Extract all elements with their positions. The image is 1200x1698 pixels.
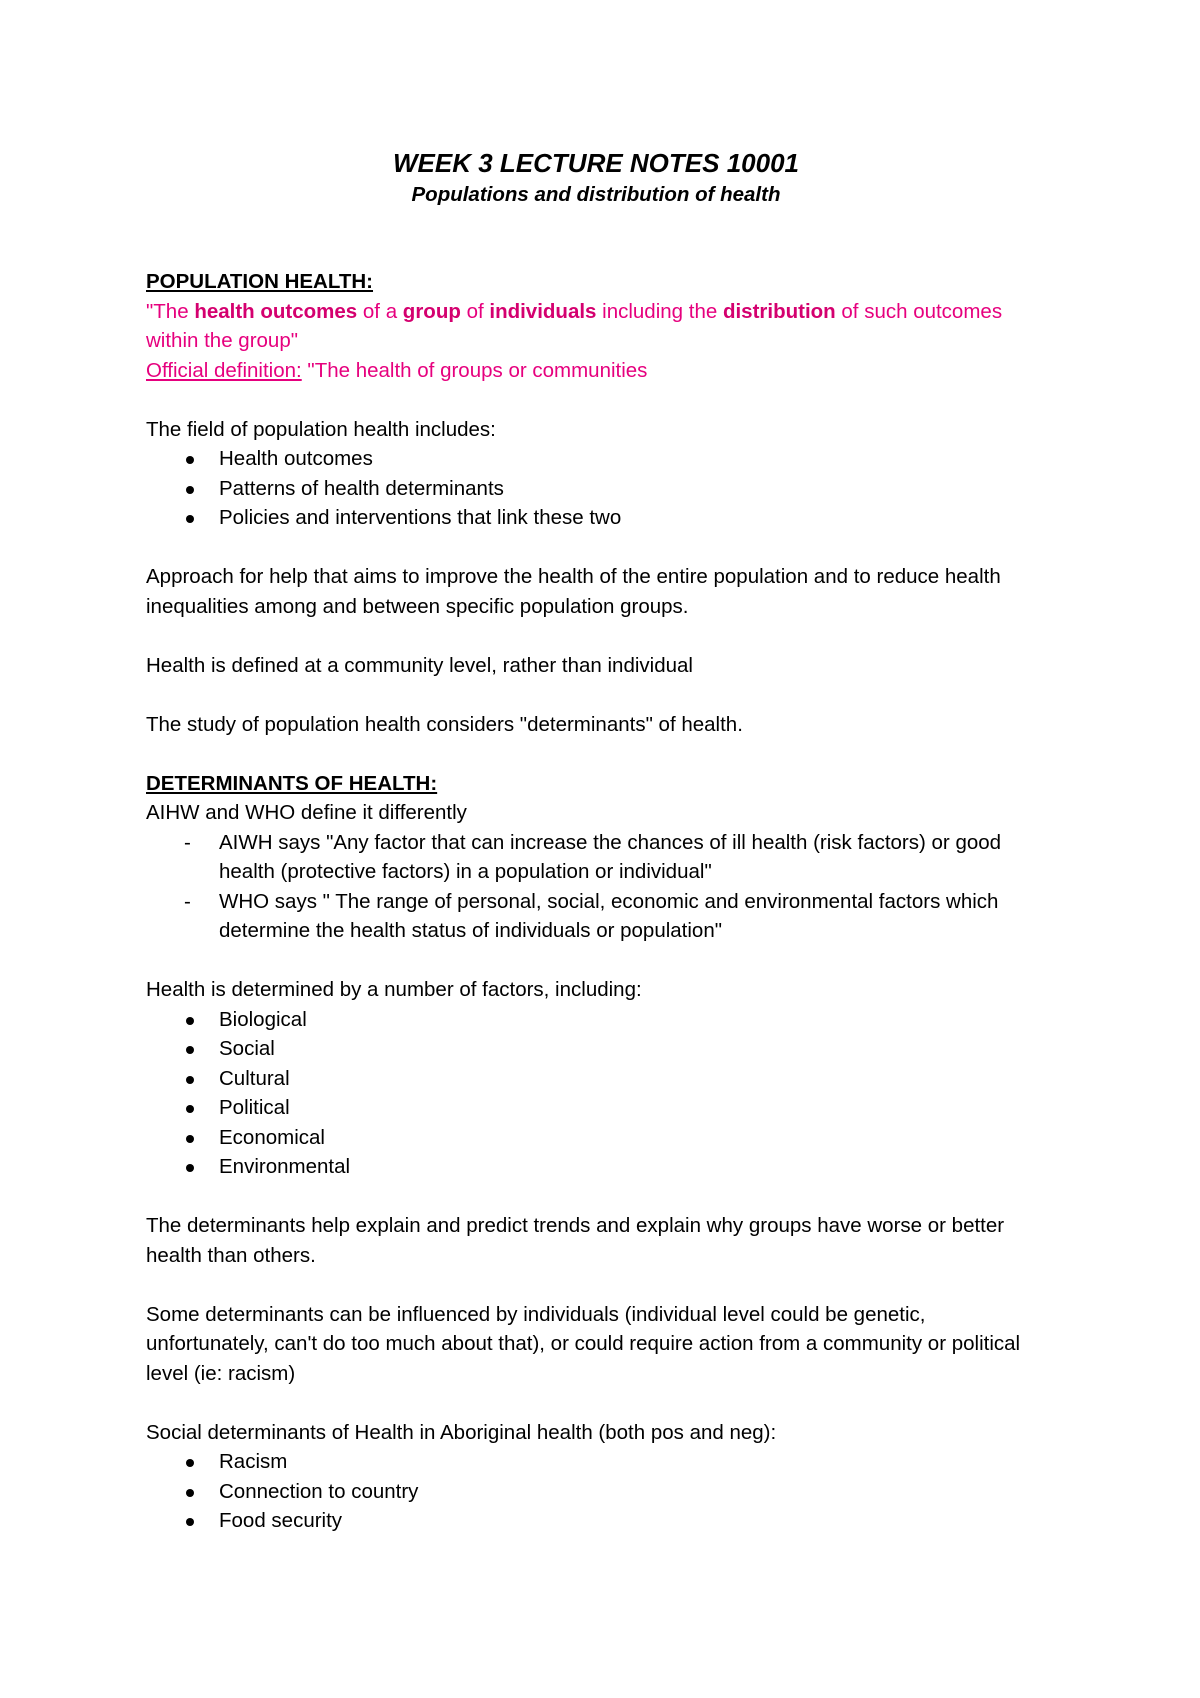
- list-item: [146, 828, 1046, 887]
- list-item: [146, 1034, 1046, 1064]
- list-item-text: AIWH says "Any factor that can increase the chances of ill health (risk factors) or good health (protective factors) in a population or individual": [219, 830, 1002, 883]
- list-item: [146, 1506, 1046, 1536]
- list-item: [146, 1123, 1046, 1153]
- dash-icon: -: [184, 830, 191, 854]
- document-subtitle: Populations and distribution of health: [411, 183, 781, 206]
- document-body: [146, 146, 1046, 1536]
- quote-emphasis: health outcomes: [194, 299, 358, 323]
- list-item-text: Policies and interventions that link these two: [219, 506, 622, 529]
- list-item-text: Food security: [219, 1509, 343, 1532]
- quote-text: of such outcomes within the group": [146, 299, 1003, 352]
- bullet-icon: [186, 1046, 194, 1054]
- list-item-text: Biological: [219, 1007, 307, 1031]
- list-item: [146, 1064, 1046, 1094]
- bullet-icon: [186, 515, 194, 523]
- list-item-text: Environmental: [219, 1155, 351, 1178]
- bullet-icon: [186, 1017, 194, 1025]
- community-level-paragraph: Health is defined at a community level, rather than individual: [146, 653, 693, 677]
- determinants-intro: AIHW and WHO define it differently: [146, 801, 467, 824]
- bullet-icon: [186, 1076, 194, 1084]
- quote-text: of a: [357, 299, 403, 323]
- list-item-text: Connection to country: [219, 1479, 419, 1503]
- aboriginal-intro: Social determinants of Health in Aboriginal health (both pos and neg):: [146, 1420, 777, 1444]
- list-item: [146, 1152, 1046, 1182]
- approach-paragraph: Approach for help that aims to improve the health of the entire population and to reduce health inequalities among and between specific population groups.: [146, 565, 1001, 618]
- population-health-quote: [146, 297, 1046, 356]
- bullet-icon: [186, 1459, 194, 1467]
- list-item-text: Political: [219, 1096, 290, 1119]
- list-item: [146, 1005, 1046, 1035]
- official-definition-text: "The health of groups or communities: [301, 358, 648, 382]
- section-heading-determinants: DETERMINANTS OF HEALTH:: [146, 771, 438, 795]
- quote-emphasis: group: [402, 299, 461, 323]
- bullet-icon: [186, 1489, 194, 1497]
- list-item-text: Social: [219, 1037, 275, 1060]
- list-item: [146, 1447, 1046, 1477]
- dash-icon: -: [184, 889, 191, 913]
- bullet-icon: [186, 1135, 194, 1143]
- official-definition: [146, 356, 1046, 386]
- includes-list: [146, 444, 1046, 533]
- list-item-text: Health outcomes: [219, 447, 373, 470]
- list-item-text: Racism: [219, 1450, 288, 1473]
- quote-text: of: [460, 299, 490, 323]
- document-title: WEEK 3 LECTURE NOTES 10001: [393, 148, 799, 178]
- bullet-icon: [186, 486, 194, 494]
- list-item: [146, 1477, 1046, 1507]
- quote-emphasis: individuals: [489, 299, 597, 323]
- bullet-icon: [186, 1164, 194, 1172]
- quote-text: including the: [596, 299, 723, 323]
- bullet-icon: [186, 1518, 194, 1526]
- aboriginal-list: [146, 1447, 1046, 1536]
- quote-emphasis: distribution: [722, 299, 836, 323]
- definitions-list: [146, 828, 1046, 946]
- list-item: [146, 474, 1046, 504]
- section-heading-population-health: POPULATION HEALTH:: [146, 270, 374, 293]
- quote-text: "The: [146, 299, 195, 323]
- list-item: [146, 1093, 1046, 1123]
- bullet-icon: [186, 456, 194, 464]
- list-item: [146, 503, 1046, 533]
- list-item-text: WHO says " The range of personal, social, economic and environmental factors which determine the health status of individuals or population": [219, 889, 999, 942]
- list-item: [146, 887, 1046, 946]
- list-item: [146, 444, 1046, 474]
- study-paragraph: The study of population health considers "determinants" of health.: [146, 712, 743, 736]
- explain-paragraph: The determinants help explain and predict trends and explain why groups have worse or better health than others.: [146, 1214, 1005, 1267]
- influence-paragraph: Some determinants can be influenced by individuals (individual level could be genetic, unfortunately, can't do too much about that), or could require action from a community or political level (ie: racism): [146, 1302, 1021, 1385]
- includes-intro: The field of population health includes:: [146, 417, 496, 441]
- list-item-text: Patterns of health determinants: [219, 476, 504, 500]
- list-item-text: Cultural: [219, 1066, 290, 1090]
- factors-intro: Health is determined by a number of factors, including:: [146, 978, 642, 1001]
- list-item-text: Economical: [219, 1125, 325, 1149]
- factors-list: [146, 1005, 1046, 1182]
- official-definition-label: Official definition:: [146, 358, 302, 382]
- bullet-icon: [186, 1105, 194, 1113]
